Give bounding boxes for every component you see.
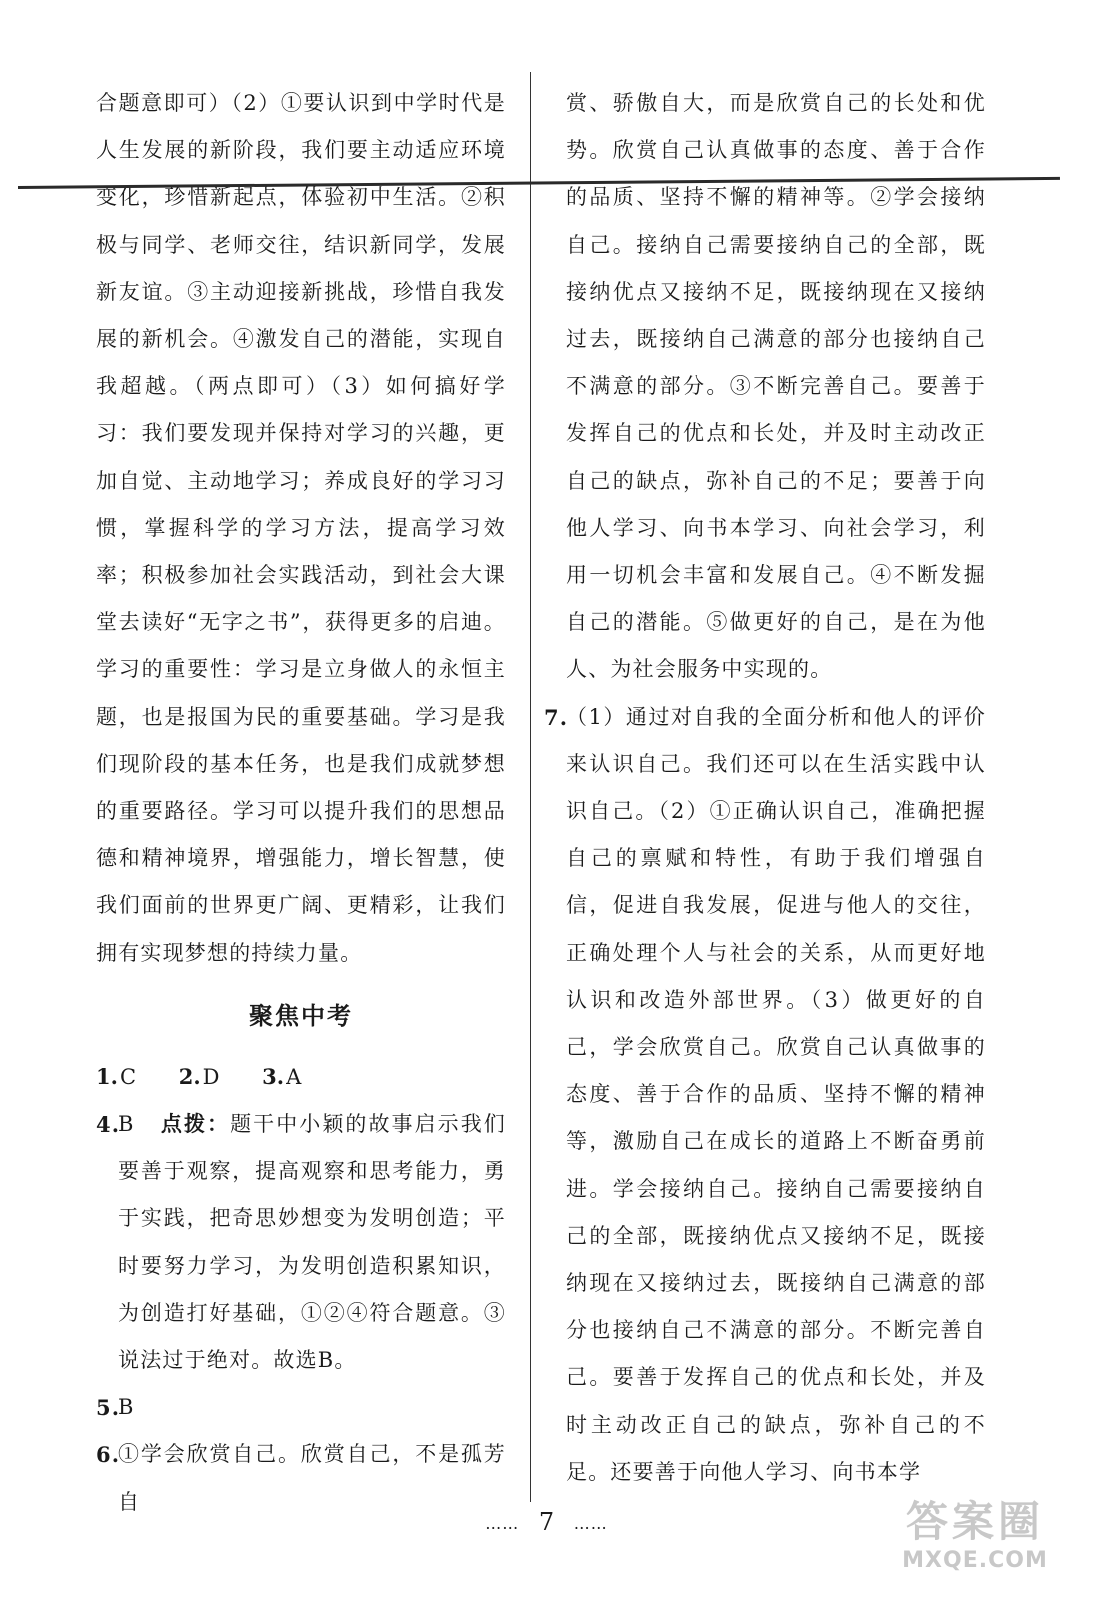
watermark-text: 答案圈 [905,1497,1044,1546]
question-number: 4. [96,1112,121,1138]
watermark-url: MXQE.COM [902,1548,1048,1573]
question-number: 5. [96,1395,121,1421]
left-column [96,80,506,1526]
footer-dots: …… [485,1514,520,1533]
intro-answer-text: 合题意即可）（2）①要认识到中学时代是人生发展的新阶段，我们要主动适应环境变化，珍惜新起点，体验初中生活。②积极与同学、老师交往，结识新同学，发展新友谊。③主动迎接新挑战，珍惜自我发展的新机会。④激发自己的潜能，实现自我超越。（两点即可）（3）如何搞好学习：我们要发现并保持对学习的兴趣，更加自觉、主动地学习；养成良好的学习习惯，掌握科学的学习方法，提高学习效率；积极参加社会实践活动，到社会大课堂去读好“无字之书”，获得更多的启迪。学习的重要性：学习是立身做人的永恒主题，也是报国为民的重要基础。学习是我们现阶段的基本任务，也是我们成就梦想的重要路径。学习可以提升我们的思想品德和精神境界，增强能力，增长智慧，使我们面前的世界更广阔、更精彩，让我们拥有实现梦想的持续力量。 [96,91,506,965]
mcq-item: 1.C [96,1063,137,1089]
mcq-item: 2.D [178,1063,220,1089]
page-number: 7 [538,1508,555,1536]
answer-choice: B [118,1112,135,1137]
answer-text: B [118,1395,135,1420]
section-title: 聚焦中考 [249,1001,353,1030]
question-4-answer [96,1101,506,1384]
column-divider [530,72,531,1502]
right-column [544,80,986,1496]
footer-dots: …… [573,1514,608,1533]
question-6-continued: 赏、骄傲自大，而是欣赏自己的长处和优势。欣赏自己认真做事的态度、善于合作的品质、坚持不懈的精神等。②学会接纳自己。接纳自己需要接纳自己的全部，既接纳优点又接纳不足，既接纳现在又接纳过去，既接纳自己满意的部分也接纳自己不满意的部分。③不断完善自己。要善于发挥自己的优点和长处，并及时主动改正自己的缺点，弥补自己的不足；要善于向他人学习、向书本学习、向社会学习，利用一切机会丰富和发展自己。④不断发掘自己的潜能。⑤做更好的自己，是在为他人、为社会服务中实现的。 [566,91,986,682]
answer-text: ①学会欣赏自己。欣赏自己，不是孤芳自 [118,1442,506,1514]
mcq-answers [96,1053,506,1101]
watermark-logo [875,1496,1075,1586]
answer-text: （1）通过对自我的全面分析和他人的评价来认识自己。我们还可以在生活实践中认识自己。（2）①正确认识自己，准确把握自己的禀赋和特性，有助于我们增强自信，促进自我发展，促进与他人的交往，正确处理个人与社会的关系，从而更好地认识和改造外部世界。（3）做更好的自己，学会欣赏自己。欣赏自己认真做事的态度、善于合作的品质、坚持不懈的精神等，激励自己在成长的道路上不断奋勇前进。学会接纳自己。接纳自己需要接纳自己的全部，既接纳优点又接纳不足，既接纳现在又接纳过去，既接纳自己满意的部分也接纳自己不满意的部分。不断完善自己。要善于发挥自己的优点和长处，并及时主动改正自己的缺点，弥补自己的不足。还要善于向他人学习、向书本学 [566,704,986,1484]
question-number: 7. [544,704,569,730]
tip-label: 点拨： [160,1112,231,1137]
tip-text: 题干中小颖的故事启示我们要善于观察，提高观察和思考能力，勇于实践，把奇思妙想变为发明创造；平时要努力学习，为发明创造积累知识，为创造打好基础，①②④符合题意。③说法过于绝对。故选B。 [118,1112,506,1373]
mcq-item: 3.A [262,1063,302,1089]
question-7-answer [544,694,986,1496]
question-number: 6. [96,1442,121,1468]
question-5-answer [96,1384,506,1431]
